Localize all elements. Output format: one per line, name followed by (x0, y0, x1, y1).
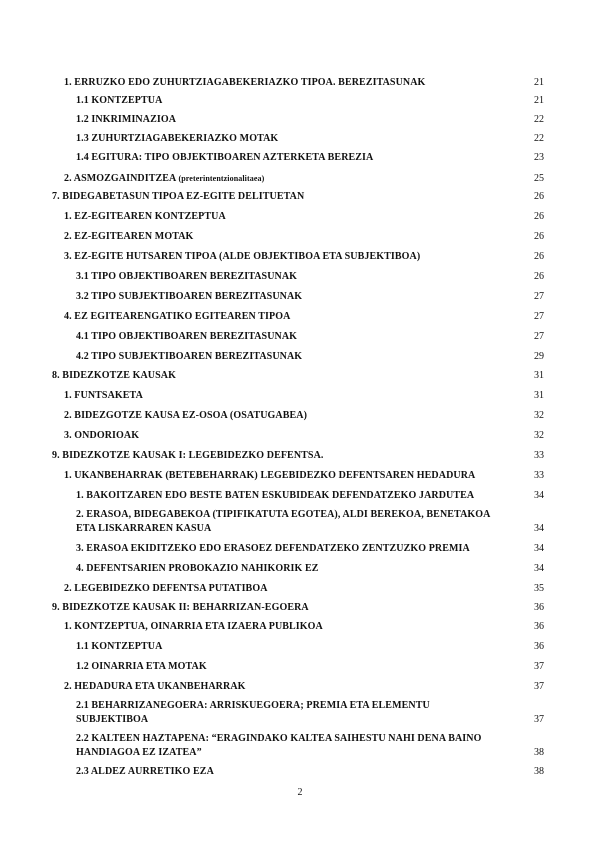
toc-entry[interactable] (0, 620, 600, 638)
toc-entry-page: 27 (534, 311, 544, 322)
toc-entry-title: 9. BIDEZKOTZE KAUSAK I: LEGEBIDEZKO DEFENTSA. (52, 450, 324, 461)
toc-entry-title: 4.2 TIPO SUBJEKTIBOAREN BEREZITASUNAK (76, 351, 303, 362)
toc-entry-page: 37 (534, 681, 544, 692)
toc-entry[interactable] (0, 94, 600, 112)
toc-entry-page: 38 (534, 766, 544, 777)
toc-entry-title: 7. BIDEGABETASUN TIPOA EZ-EGITE DELITUETAN (52, 191, 305, 202)
toc-entry-title: 4.1 TIPO OBJEKTIBOAREN BEREZITASUNAK (76, 331, 298, 342)
toc-entry-page: 29 (534, 351, 544, 362)
toc-entry[interactable] (0, 449, 600, 467)
toc-entry-title: 2.1 BEHARRIZANEGOERA: ARRISKUEGOERA; PREMIA ETA ELEMENTU SUBJEKTIBOA (76, 700, 430, 725)
toc-entry-page: 36 (534, 621, 544, 632)
toc-entry-title: 4. DEFENTSARIEN PROBOKAZIO NAHIKORIK EZ (76, 563, 319, 574)
toc-entry[interactable] (0, 76, 600, 94)
toc-entry[interactable] (0, 601, 600, 619)
toc-entry-title: 3. ONDORIOAK (64, 430, 140, 441)
toc-entry-title: 1. KONTZEPTUA, OINARRIA ETA IZAERA PUBLIKOA (64, 621, 323, 632)
toc-entry-page: 33 (534, 470, 544, 481)
toc-entry-page: 26 (534, 211, 544, 222)
toc-entry[interactable] (0, 190, 600, 208)
toc-entry[interactable] (0, 210, 600, 228)
toc-entry[interactable] (0, 310, 600, 328)
toc-entry[interactable] (0, 290, 600, 308)
toc-entry[interactable] (0, 732, 600, 758)
toc-entry-page: 34 (534, 523, 544, 534)
toc-entry[interactable] (0, 350, 600, 368)
toc-entry[interactable] (0, 113, 600, 131)
toc-entry[interactable] (0, 562, 600, 580)
toc-entry-subtitle: (preterintentzionalitaea) (176, 174, 265, 183)
toc-entry-title: 1.1 KONTZEPTUA (76, 641, 163, 652)
toc-entry-title: 1.2 INKRIMINAZIOA (76, 114, 177, 125)
toc-entry-page: 37 (534, 661, 544, 672)
toc-entry-title: 2. BIDEZGOTZE KAUSA EZ-OSOA (OSATUGABEA) (64, 410, 308, 421)
toc-entry-title: 1.3 ZUHURTZIAGABEKERIAZKO MOTAK (76, 133, 279, 144)
toc-entry-page: 26 (534, 271, 544, 282)
toc-entry-title: 2.3 ALDEZ AURRETIKO EZA (76, 766, 214, 777)
toc-entry-page: 34 (534, 490, 544, 501)
toc-entry[interactable] (0, 680, 600, 698)
toc-entry-page: 37 (534, 714, 544, 725)
toc-entry-page: 22 (534, 114, 544, 125)
toc-entry[interactable] (0, 640, 600, 658)
toc-entry-title: 2. ASMOZGAINDITZEA (preterintentzionalitaea) (64, 173, 265, 184)
toc-entry-title: 1.1 KONTZEPTUA (76, 95, 163, 106)
toc-entry-page: 26 (534, 231, 544, 242)
toc-entry-title: 1.2 OINARRIA ETA MOTAK (76, 661, 207, 672)
toc-entry-page: 21 (534, 95, 544, 106)
toc-entry[interactable] (0, 765, 600, 783)
toc-entry[interactable] (0, 699, 600, 725)
toc-entry-title: 8. BIDEZKOTZE KAUSAK (52, 370, 176, 381)
toc-entry-page: 27 (534, 331, 544, 342)
toc-entry-page: 38 (534, 747, 544, 758)
toc-entry-title: 9. BIDEZKOTZE KAUSAK II: BEHARRIZAN-EGOERA (52, 602, 309, 613)
toc-entry-page: 36 (534, 602, 544, 613)
toc-entry-title: 3.1 TIPO OBJEKTIBOAREN BEREZITASUNAK (76, 271, 298, 282)
toc-entry-title: 1. EZ-EGITEAREN KONTZEPTUA (64, 211, 226, 222)
toc-entry[interactable] (0, 489, 600, 507)
toc-entry-page: 35 (534, 583, 544, 594)
toc-entry[interactable] (0, 542, 600, 560)
toc-entry[interactable] (0, 250, 600, 268)
toc-entry[interactable] (0, 389, 600, 407)
toc-entry-page: 31 (534, 370, 544, 381)
toc-entry[interactable] (0, 172, 600, 190)
toc-entry-title: 3.2 TIPO SUBJEKTIBOAREN BEREZITASUNAK (76, 291, 303, 302)
toc-entry[interactable] (0, 230, 600, 248)
toc-entry-page: 26 (534, 251, 544, 262)
toc-entry-title: 2. HEDADURA ETA UKANBEHARRAK (64, 681, 246, 692)
toc-entry[interactable] (0, 429, 600, 447)
toc-entry[interactable] (0, 660, 600, 678)
toc-entry-title: 2. ERASOA, BIDEGABEKOA (TIPIFIKATUTA EGOTEA), ALDI BEREKOA, BENETAKOA ETA LISKARRAREN KASUA (76, 509, 490, 534)
toc-entry-title: 1. UKANBEHARRAK (BETEBEHARRAK) LEGEBIDEZKO DEFENTSAREN HEDADURA (64, 470, 476, 481)
toc-entry[interactable] (0, 369, 600, 387)
toc-entry-page: 32 (534, 430, 544, 441)
toc-entry-title: 1. FUNTSAKETA (64, 390, 143, 401)
toc-entry-page: 23 (534, 152, 544, 163)
toc-entry[interactable] (0, 582, 600, 600)
page-number: 2 (297, 787, 303, 798)
toc-entry-title: 3. EZ-EGITE HUTSAREN TIPOA (ALDE OBJEKTIBOA ETA SUBJEKTIBOA) (64, 251, 421, 262)
toc-entry[interactable] (0, 132, 600, 150)
toc-entry-page: 25 (534, 173, 544, 184)
toc-entry-page: 32 (534, 410, 544, 421)
toc-entry-page: 27 (534, 291, 544, 302)
toc-entry-title: 2. LEGEBIDEZKO DEFENTSA PUTATIBOA (64, 583, 268, 594)
toc-entry-page: 21 (534, 77, 544, 88)
toc-entry[interactable] (0, 409, 600, 427)
toc-entry-title: 4. EZ EGITEARENGATIKO EGITEAREN TIPOA (64, 311, 291, 322)
toc-entry[interactable] (0, 330, 600, 348)
toc-entry-title: 3. ERASOA EKIDITZEKO EDO ERASOEZ DEFENDATZEKO ZENTZUZKO PREMIA (76, 543, 470, 554)
toc-entry-page: 34 (534, 563, 544, 574)
toc-entry-page: 33 (534, 450, 544, 461)
toc-entry-page: 34 (534, 543, 544, 554)
toc-entry-page: 36 (534, 641, 544, 652)
toc-entry[interactable] (0, 151, 600, 169)
toc-entry-title: 2.2 KALTEEN HAZTAPENA: “ERAGINDAKO KALTEA SAIHESTU NAHI DENA BAINO HANDIAGOA EZ IZATEA” (76, 733, 482, 758)
toc-entry-page: 22 (534, 133, 544, 144)
toc-entry-title: 1.4 EGITURA: TIPO OBJEKTIBOAREN AZTERKETA BEREZIA (76, 152, 374, 163)
toc-entry-title: 1. BAKOITZAREN EDO BESTE BATEN ESKUBIDEAK DEFENDATZEKO JARDUTEA (76, 490, 475, 501)
toc-entry[interactable] (0, 508, 600, 534)
toc-entry[interactable] (0, 270, 600, 288)
toc-entry-page: 31 (534, 390, 544, 401)
toc-entry-title: 1. ERRUZKO EDO ZUHURTZIAGABEKERIAZKO TIPOA. BEREZITASUNAK (64, 77, 426, 88)
toc-entry-title: 2. EZ-EGITEAREN MOTAK (64, 231, 194, 242)
toc-entry[interactable] (0, 469, 600, 487)
toc-entry-page: 26 (534, 191, 544, 202)
